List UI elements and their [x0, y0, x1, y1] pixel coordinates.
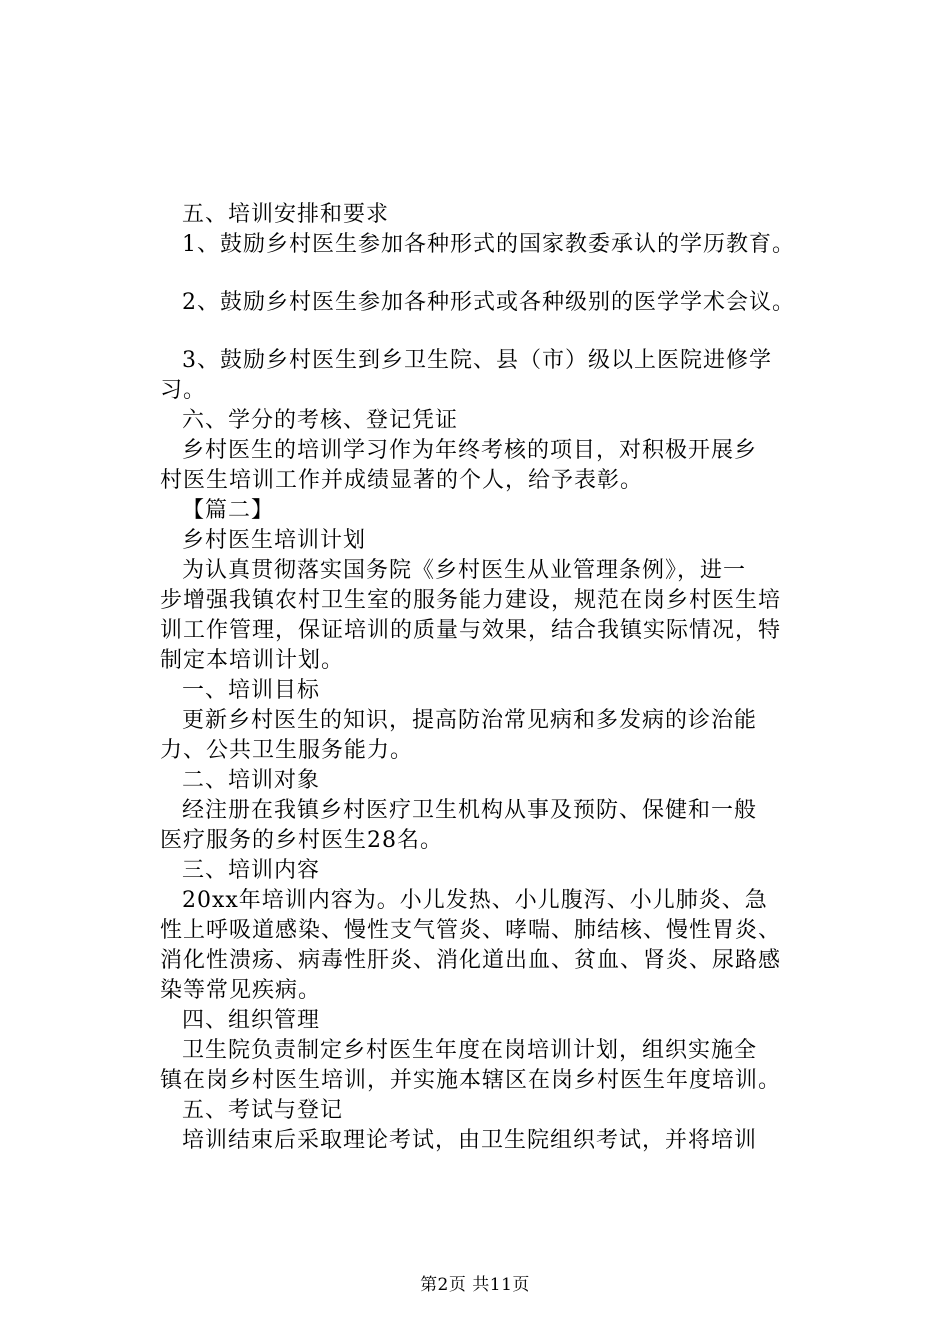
paragraph-line: 3、鼓励乡村医生到乡卫生院、县（市）级以上医院进修学	[182, 348, 772, 373]
part-marker: 【篇二】	[182, 498, 275, 523]
section-heading: 三、培训内容	[182, 858, 321, 883]
document-body	[160, 200, 840, 1156]
paragraph-line: 制定本培训计划。	[160, 648, 345, 673]
section-heading: 六、学分的考核、登记凭证	[182, 408, 459, 433]
paragraph-line: 训工作管理，保证培训的质量与效果，结合我镇实际情况，特	[160, 618, 782, 643]
paragraph-line: 步增强我镇农村卫生室的服务能力建设，规范在岗乡村医生培	[160, 588, 782, 613]
paragraph-line: 医疗服务的乡村医生28名。	[160, 828, 443, 853]
paragraph-line: 1、鼓励乡村医生参加各种形式的国家教委承认的学历教育。	[182, 232, 795, 257]
paragraph-line: 培训结束后采取理论考试，由卫生院组织考试，并将培训	[182, 1128, 758, 1153]
paragraph-line: 力、公共卫生服务能力。	[160, 738, 414, 763]
paragraph-line: 20xx年培训内容为。小儿发热、小儿腹泻、小儿肺炎、急	[182, 888, 768, 913]
paragraph-line: 习。	[160, 378, 207, 403]
paragraph-line: 村医生培训工作并成绩显著的个人，给予表彰。	[160, 468, 644, 493]
document-title: 乡村医生培训计划	[182, 528, 367, 553]
section-heading: 二、培训对象	[182, 768, 321, 793]
paragraph-line: 经注册在我镇乡村医疗卫生机构从事及预防、保健和一般	[182, 798, 758, 823]
paragraph-line: 卫生院负责制定乡村医生年度在岗培训计划，组织实施全	[182, 1038, 758, 1063]
page-number-footer: 第2页 共11页	[420, 1275, 530, 1295]
paragraph-line: 为认真贯彻落实国务院《乡村医生从业管理条例》，进一	[182, 558, 747, 583]
paragraph-line: 性上呼吸道感染、慢性支气管炎、哮喘、肺结核、慢性胃炎、	[160, 918, 782, 943]
paragraph-line: 消化性溃疡、病毒性肝炎、消化道出血、贫血、肾炎、尿路感	[160, 948, 782, 973]
section-heading: 五、考试与登记	[182, 1098, 344, 1123]
paragraph-line: 染等常见疾病。	[160, 978, 322, 1003]
section-heading: 五、培训安排和要求	[182, 202, 390, 227]
section-heading: 四、组织管理	[182, 1008, 321, 1033]
paragraph-line: 更新乡村医生的知识，提高防治常见病和多发病的诊治能	[182, 708, 758, 733]
paragraph-line: 乡村医生的培训学习作为年终考核的项目，对积极开展乡	[182, 438, 758, 463]
paragraph-line: 2、鼓励乡村医生参加各种形式或各种级别的医学学术会议。	[182, 290, 795, 315]
section-heading: 一、培训目标	[182, 678, 321, 703]
paragraph-line: 镇在岗乡村医生培训，并实施本辖区在岗乡村医生年度培训。	[160, 1068, 782, 1093]
